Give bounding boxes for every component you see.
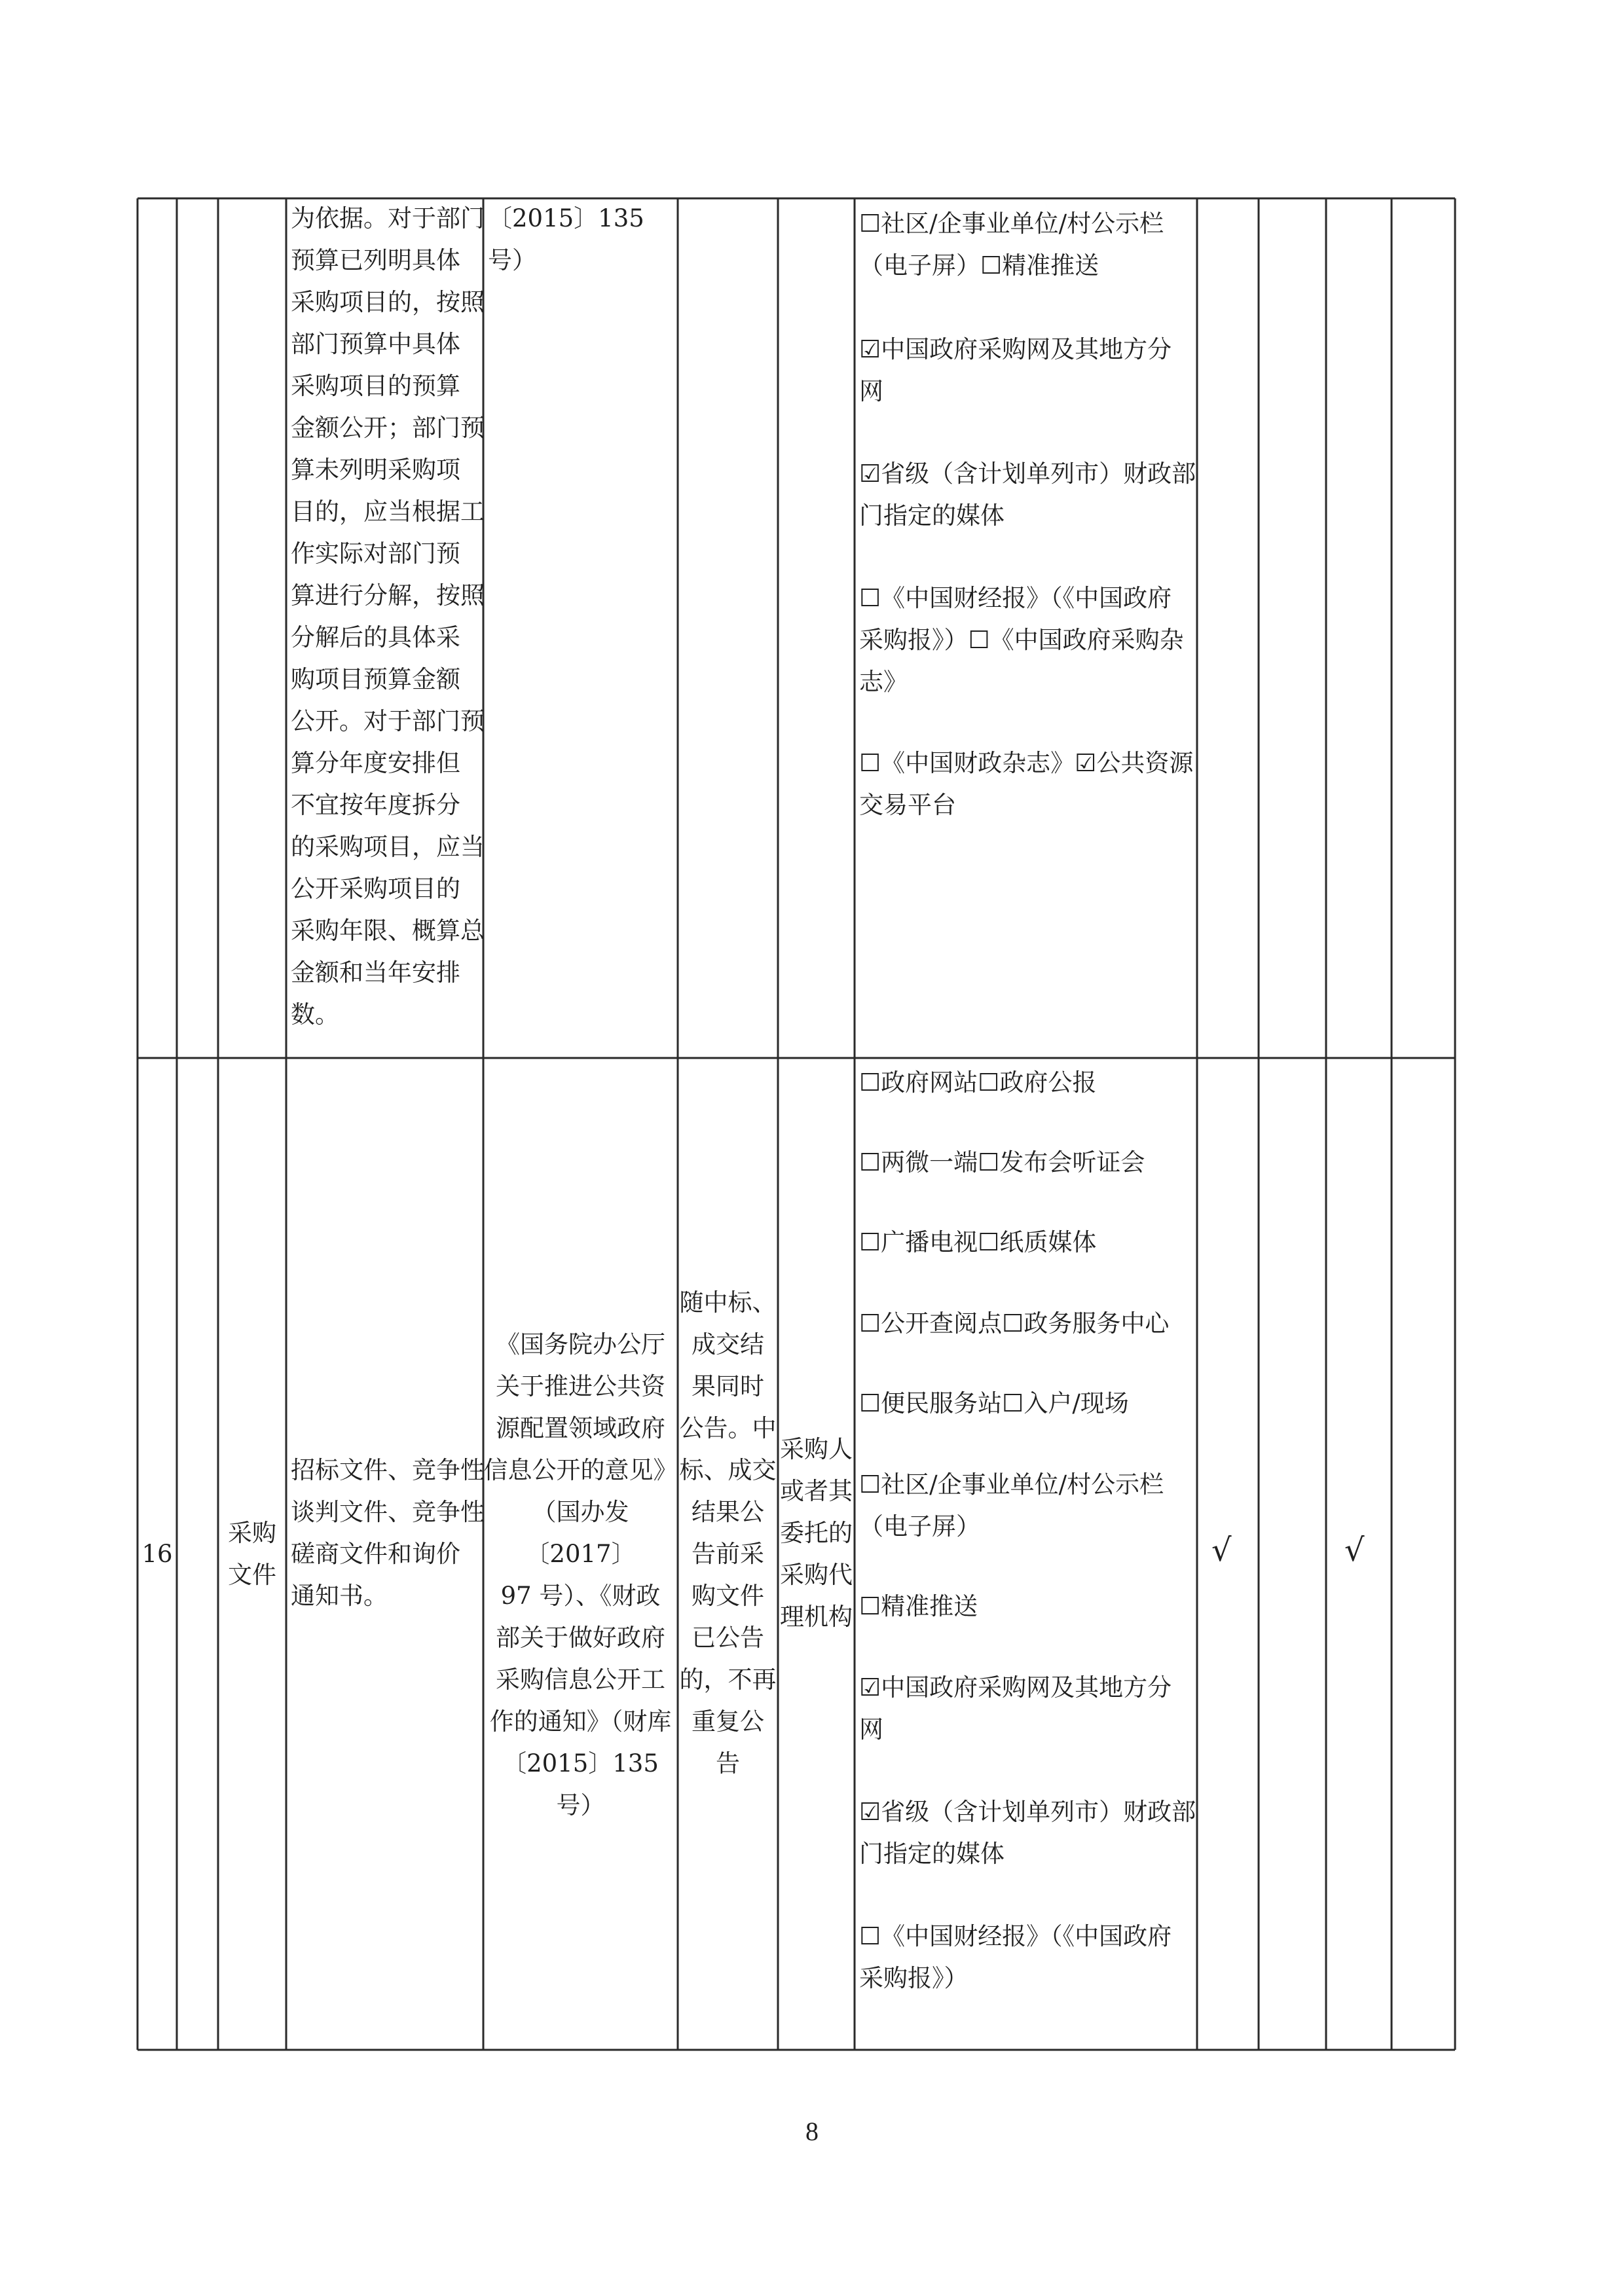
channel-item: ☐广播电视☐纸质媒体 xyxy=(859,1228,1097,1256)
channel-item: ☐《中国财经报》（《中国政府 采购报》）☐《中国政府采购杂 志》 xyxy=(859,584,1184,696)
channel-item: ☑中国政府采购网及其地方分 网 xyxy=(859,335,1172,405)
cell-item: 采购 文件 xyxy=(228,1519,276,1589)
cell-legal-basis: 《国务院办公厅 关于推进公共资 源配置领域政府 信息公开的意见》 （国办发〔2017〕 97 号）、《财政 部关于做好政府 采购信息公开工 作的通知》（财库 〔2015〕135 号） xyxy=(483,1330,678,1819)
channel-item: ☑省级（含计划单列市）财政部 门指定的媒体 xyxy=(859,1798,1196,1868)
channel-item: ☐政府网站☐政府公报 xyxy=(859,1068,1097,1097)
page-number: 8 xyxy=(805,2117,819,2146)
cell-legal-basis-continued: 〔2015〕135 号） xyxy=(488,204,644,274)
channel-item: ☐《中国财政杂志》☑公共资源 交易平台 xyxy=(859,749,1194,819)
cell-basis-content-continued: 为依据。对于部门 预算已列明具体 采购项目的，按照 部门预算中具体 采购项目的预算 金额公开；部门预 算未列明采购项 目的，应当根据工 作实际对部门预 算进行分解，按照 分解后的具体采 购项目预算金额 公开。对于部门预 算分年度安排但 不宜按年度拆分 的采购项目，应当 公开采购项目的 采购年限、概算总 金额和当年安排 数。 xyxy=(291,204,485,1029)
channel-item: ☐公开查阅点☐政务服务中心 xyxy=(859,1309,1170,1338)
channel-item: ☐两微一端☐发布会听证会 xyxy=(859,1148,1145,1176)
channel-item: ☐社区/企事业单位/村公示栏 （电子屏） xyxy=(859,1470,1164,1540)
channel-item: ☐精准推送 xyxy=(859,1592,978,1620)
cell-content: 招标文件、竞争性 谈判文件、竞争性 磋商文件和询价 通知书。 xyxy=(291,1456,485,1610)
channel-item: ☐《中国财经报》（《中国政府 采购报》） xyxy=(859,1922,1172,1992)
check-mark-public: √ xyxy=(1211,1532,1232,1569)
channel-item: ☑省级（含计划单列市）财政部 门指定的媒体 xyxy=(859,460,1196,530)
channel-item: ☐社区/企事业单位/村公示栏 （电子屏）☐精准推送 xyxy=(859,210,1164,280)
cell-seq: 16 xyxy=(141,1540,173,1568)
channel-item: ☐便民服务站☐入户/现场 xyxy=(859,1389,1129,1417)
channel-item: ☑中国政府采购网及其地方分 网 xyxy=(859,1673,1172,1743)
cell-time-limit: 随中标、 成交结 果同时 公告。中 标、成交 结果公 告前采 购文件 已公告 的，不再 重复公 告 xyxy=(679,1288,777,1777)
check-mark-active: √ xyxy=(1344,1532,1365,1569)
cell-subject: 采购人 或者其 委托的 采购代 理机构 xyxy=(780,1435,853,1631)
